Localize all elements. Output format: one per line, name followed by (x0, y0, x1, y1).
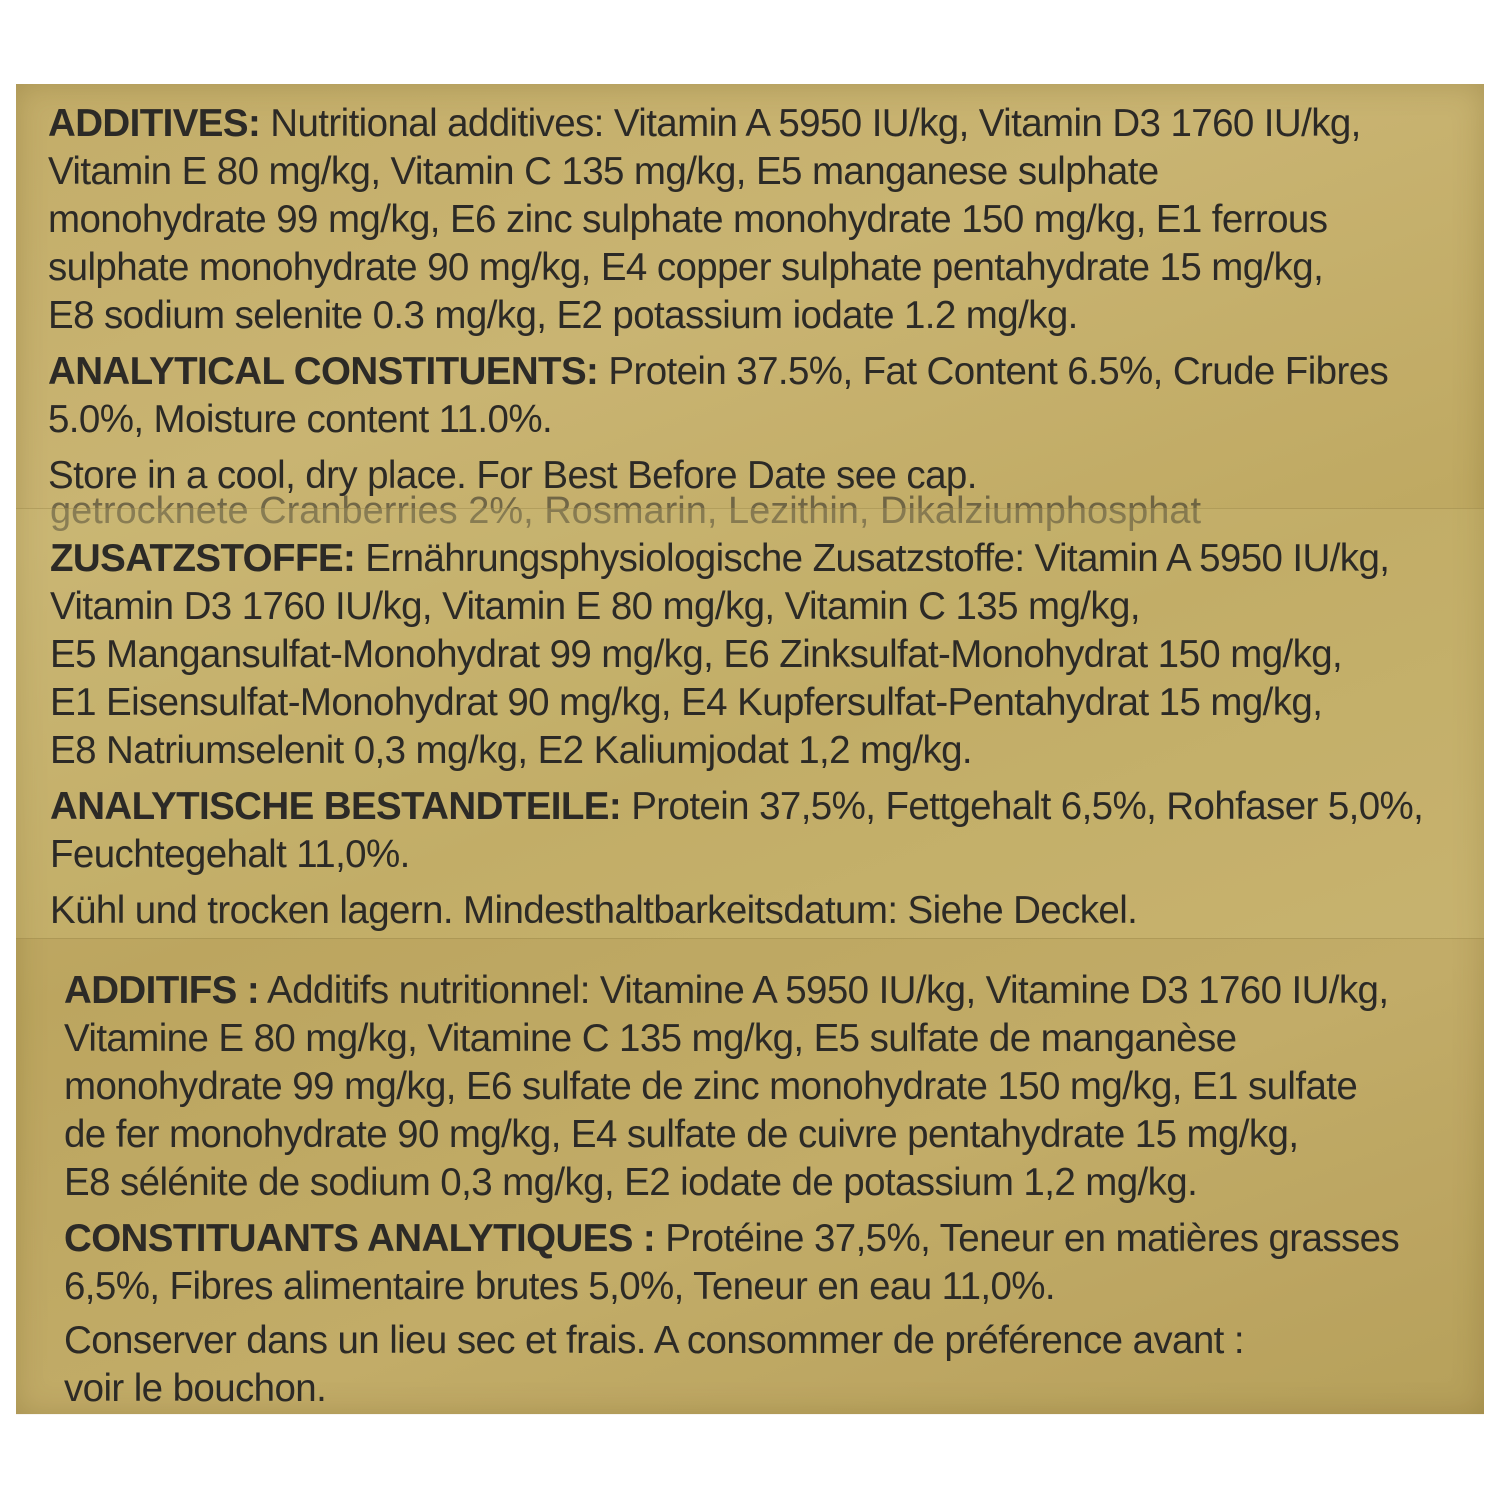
english-analytical-line-2: 5.0%, Moisture content 11.0%. (48, 398, 553, 441)
german-analytical-paragraph (50, 783, 1423, 879)
french-additives-line-2: Vitamine E 80 mg/kg, Vitamine C 135 mg/kg, E5 sulfate de manganèse (64, 1017, 1237, 1060)
french-analytical-line-2: 6,5%, Fibres alimentaire brutes 5,0%, Teneur en eau 11,0%. (64, 1265, 1056, 1308)
french-analytical-line-1 (64, 1215, 1399, 1263)
english-additives-line-1 (48, 100, 1361, 148)
german-additives-line-2: Vitamin D3 1760 IU/kg, Vitamin E 80 mg/kg, Vitamin C 135 mg/kg, (50, 585, 1140, 628)
french-storage-paragraph (64, 1317, 1244, 1413)
french-analytical-heading: CONSTITUANTS ANALYTIQUES : (64, 1217, 656, 1260)
french-additives-line-1 (64, 967, 1388, 1015)
english-additives-line-3: monohydrate 99 mg/kg, E6 zinc sulphate monohydrate 150 mg/kg, E1 ferrous (48, 198, 1328, 241)
german-storage-text: Kühl und trocken lagern. Mindesthaltbarkeitsdatum: Siehe Deckel. (50, 889, 1138, 932)
german-analytical-line-2: Feuchtegehalt 11,0%. (50, 833, 410, 876)
french-additives-line-5: E8 sélénite de sodium 0,3 mg/kg, E2 iodate de potassium 1,2 mg/kg. (64, 1161, 1198, 1204)
german-section (16, 508, 1484, 939)
german-additives-line-3: E5 Mangansulfat-Monohydrat 99 mg/kg, E6 Zinksulfat-Monohydrat 150 mg/kg, (50, 633, 1343, 676)
german-analytical-text-1: Protein 37,5%, Fettgehalt 6,5%, Rohfaser 5,0%, (631, 785, 1424, 828)
french-storage-line-1: Conserver dans un lieu sec et frais. A consommer de préférence avant : (64, 1319, 1244, 1362)
gold-label-panel (16, 84, 1484, 1414)
english-analytical-line-1 (48, 348, 1388, 396)
english-additives-line-4: sulphate monohydrate 90 mg/kg, E4 copper sulphate pentahydrate 15 mg/kg, (48, 246, 1324, 289)
english-analytical-paragraph (48, 348, 1388, 444)
french-analytical-paragraph (64, 1215, 1399, 1311)
french-additives-line-4: de fer monohydrate 90 mg/kg, E4 sulfate de cuivre pentahydrate 15 mg/kg, (64, 1113, 1299, 1156)
english-analytical-heading: ANALYTICAL CONSTITUENTS: (48, 350, 599, 393)
english-storage-text: Store in a cool, dry place. For Best Before Date see cap. (48, 454, 977, 497)
german-analytical-line-1 (50, 783, 1423, 831)
english-additives-line-5: E8 sodium selenite 0.3 mg/kg, E2 potassium iodate 1.2 mg/kg. (48, 294, 1078, 337)
english-analytical-text-1: Protein 37.5%, Fat Content 6.5%, Crude Fibres (608, 350, 1389, 393)
german-additives-heading: ZUSATZSTOFFE: (50, 537, 356, 580)
french-additives-text-1: Additifs nutritionnel: Vitamine A 5950 IU/kg, Vitamine D3 1760 IU/kg, (267, 969, 1389, 1012)
french-additives-paragraph (64, 967, 1388, 1207)
french-section (16, 938, 1484, 1415)
german-additives-text-1: Ernährungsphysiologische Zusatzstoffe: Vitamin A 5950 IU/kg, (365, 537, 1390, 580)
english-additives-heading: ADDITIVES: (48, 102, 261, 145)
german-additives-line-5: E8 Natriumselenit 0,3 mg/kg, E2 Kaliumjodat 1,2 mg/kg. (50, 729, 972, 772)
french-additives-line-3: monohydrate 99 mg/kg, E6 sulfate de zinc monohydrate 150 mg/kg, E1 sulfate (64, 1065, 1358, 1108)
german-additives-paragraph (50, 535, 1389, 775)
english-additives-text-1: Nutritional additives: Vitamin A 5950 IU/kg, Vitamin D3 1760 IU/kg, (270, 102, 1361, 145)
english-additives-line-2: Vitamin E 80 mg/kg, Vitamin C 135 mg/kg, E5 manganese sulphate (48, 150, 1159, 193)
english-section (16, 84, 1484, 508)
french-analytical-text-1: Protéine 37,5%, Teneur en matières grasses (665, 1217, 1400, 1260)
english-additives-paragraph (48, 100, 1361, 340)
german-cut-off-line: getrocknete Cranberries 2%, Rosmarin, Lezithin, Dikalziumphosphat (50, 490, 1202, 532)
german-additives-line-1 (50, 535, 1389, 583)
french-additives-heading: ADDITIFS : (64, 969, 260, 1012)
german-analytical-heading: ANALYTISCHE BESTANDTEILE: (50, 785, 622, 828)
german-additives-line-4: E1 Eisensulfat-Monohydrat 90 mg/kg, E4 Kupfersulfat-Pentahydrat 15 mg/kg, (50, 681, 1323, 724)
french-storage-line-2: voir le bouchon. (64, 1367, 327, 1410)
